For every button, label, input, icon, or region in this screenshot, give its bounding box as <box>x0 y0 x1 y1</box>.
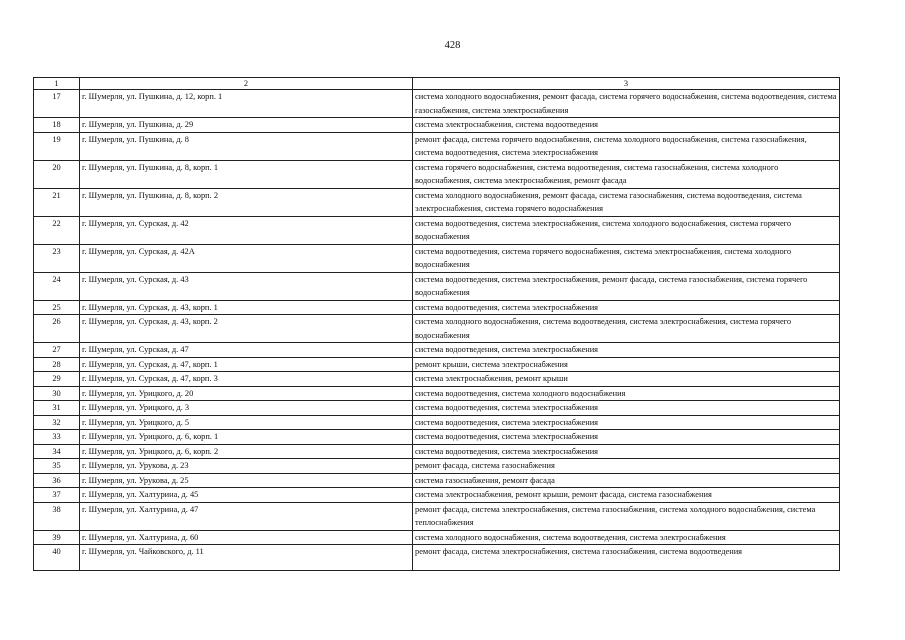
works-cell: система водоотведения, система холодного водоснабжения <box>413 386 840 401</box>
address-cell: г. Шумерля, ул. Пушкина, д. 29 <box>80 118 413 133</box>
table-row <box>34 430 840 445</box>
table-row <box>34 300 840 315</box>
address-cell: г. Шумерля, ул. Урицкого, д. 20 <box>80 386 413 401</box>
row-number: 20 <box>34 160 80 188</box>
address-cell: г. Шумерля, ул. Чайковского, д. 11 <box>80 545 413 571</box>
works-cell: система водоотведения, система электроснабжения <box>413 343 840 358</box>
address-cell: г. Шумерля, ул. Урицкого, д. 6, корп. 2 <box>80 444 413 459</box>
row-number: 25 <box>34 300 80 315</box>
page-number: 428 <box>444 40 461 51</box>
table-row <box>34 459 840 474</box>
row-number: 27 <box>34 343 80 358</box>
row-number: 30 <box>34 386 80 401</box>
works-table <box>33 77 840 571</box>
table-row <box>34 272 840 300</box>
table-row <box>34 118 840 133</box>
table-row <box>34 132 840 160</box>
works-cell: система водоотведения, система электроснабжения <box>413 300 840 315</box>
row-number: 29 <box>34 372 80 387</box>
row-number: 22 <box>34 216 80 244</box>
table-row <box>34 315 840 343</box>
address-cell: г. Шумерля, ул. Халтурина, д. 45 <box>80 488 413 503</box>
row-number: 19 <box>34 132 80 160</box>
works-cell: ремонт фасада, система горячего водоснабжения, система холодного водоснабжения, система газоснабжения, система водоотведения, система электроснабжения <box>413 132 840 160</box>
table-row <box>34 90 840 118</box>
table-row <box>34 488 840 503</box>
works-cell: ремонт фасада, система электроснабжения, система газоснабжения, система водоотведения <box>413 545 840 571</box>
works-cell: система газоснабжения, ремонт фасада <box>413 473 840 488</box>
row-number: 40 <box>34 545 80 571</box>
column-header: 2 <box>80 78 413 90</box>
row-number: 36 <box>34 473 80 488</box>
table-row <box>34 386 840 401</box>
address-cell: г. Шумерля, ул. Сурская, д. 47, корп. 1 <box>80 357 413 372</box>
table-row <box>34 188 840 216</box>
row-number: 24 <box>34 272 80 300</box>
address-cell: г. Шумерля, ул. Пушкина, д. 8, корп. 2 <box>80 188 413 216</box>
row-number: 39 <box>34 530 80 545</box>
address-cell: г. Шумерля, ул. Урицкого, д. 5 <box>80 415 413 430</box>
works-cell: система холодного водоснабжения, ремонт фасада, система газоснабжения, система водоотведения, система электроснабжения, система горячего водоснабжения <box>413 188 840 216</box>
address-cell: г. Шумерля, ул. Урукова, д. 23 <box>80 459 413 474</box>
works-cell: система электроснабжения, ремонт крыши, ремонт фасада, система газоснабжения <box>413 488 840 503</box>
works-cell: система водоотведения, система горячего водоснабжения, система электроснабжения, система холодного водоснабжения <box>413 244 840 272</box>
row-number: 21 <box>34 188 80 216</box>
table-row <box>34 244 840 272</box>
table-row <box>34 343 840 358</box>
works-cell: система водоотведения, система электроснабжения <box>413 401 840 416</box>
works-cell: система горячего водоснабжения, система водоотведения, система газоснабжения, система холодного водоснабжения, система электроснабжения, ремонт фасада <box>413 160 840 188</box>
address-cell: г. Шумерля, ул. Урицкого, д. 6, корп. 1 <box>80 430 413 445</box>
row-number: 34 <box>34 444 80 459</box>
table-row <box>34 357 840 372</box>
works-cell: система электроснабжения, система водоотведения <box>413 118 840 133</box>
address-cell: г. Шумерля, ул. Сурская, д. 47, корп. 3 <box>80 372 413 387</box>
row-number: 38 <box>34 502 80 530</box>
column-header: 1 <box>34 78 80 90</box>
column-header: 3 <box>413 78 840 90</box>
address-cell: г. Шумерля, ул. Пушкина, д. 12, корп. 1 <box>80 90 413 118</box>
table-row <box>34 502 840 530</box>
address-cell: г. Шумерля, ул. Урукова, д. 25 <box>80 473 413 488</box>
row-number: 31 <box>34 401 80 416</box>
row-number: 35 <box>34 459 80 474</box>
works-cell: система водоотведения, система электроснабжения, ремонт фасада, система газоснабжения, система горячего водоснабжения <box>413 272 840 300</box>
table-row <box>34 401 840 416</box>
row-number: 33 <box>34 430 80 445</box>
works-cell: система электроснабжения, ремонт крыши <box>413 372 840 387</box>
row-number: 28 <box>34 357 80 372</box>
address-cell: г. Шумерля, ул. Пушкина, д. 8, корп. 1 <box>80 160 413 188</box>
address-cell: г. Шумерля, ул. Сурская, д. 43, корп. 1 <box>80 300 413 315</box>
row-number: 23 <box>34 244 80 272</box>
works-cell: ремонт фасада, система электроснабжения, система газоснабжения, система холодного водоснабжения, система теплоснабжения <box>413 502 840 530</box>
works-cell: система холодного водоснабжения, система водоотведения, система электроснабжения, система горячего водоснабжения <box>413 315 840 343</box>
table-row <box>34 372 840 387</box>
address-cell: г. Шумерля, ул. Сурская, д. 47 <box>80 343 413 358</box>
works-cell: система холодного водоснабжения, ремонт фасада, система горячего водоснабжения, система водоотведения, система газоснабжения, система электроснабжения <box>413 90 840 118</box>
works-cell: ремонт фасада, система газоснабжения <box>413 459 840 474</box>
table-header-row <box>34 78 840 90</box>
table-row <box>34 216 840 244</box>
works-cell: система водоотведения, система электроснабжения, система холодного водоснабжения, система горячего водоснабжения <box>413 216 840 244</box>
row-number: 32 <box>34 415 80 430</box>
row-number: 37 <box>34 488 80 503</box>
address-cell: г. Шумерля, ул. Халтурина, д. 60 <box>80 530 413 545</box>
table-row <box>34 160 840 188</box>
table-row <box>34 530 840 545</box>
works-cell: система водоотведения, система электроснабжения <box>413 444 840 459</box>
table-row <box>34 473 840 488</box>
row-number: 17 <box>34 90 80 118</box>
works-cell: система холодного водоснабжения, система водоотведения, система электроснабжения <box>413 530 840 545</box>
address-cell: г. Шумерля, ул. Пушкина, д. 8 <box>80 132 413 160</box>
row-number: 26 <box>34 315 80 343</box>
address-cell: г. Шумерля, ул. Халтурина, д. 47 <box>80 502 413 530</box>
address-cell: г. Шумерля, ул. Сурская, д. 43 <box>80 272 413 300</box>
address-cell: г. Шумерля, ул. Урицкого, д. 3 <box>80 401 413 416</box>
works-cell: система водоотведения, система электроснабжения <box>413 430 840 445</box>
table-row <box>34 545 840 571</box>
address-cell: г. Шумерля, ул. Сурская, д. 42А <box>80 244 413 272</box>
address-cell: г. Шумерля, ул. Сурская, д. 43, корп. 2 <box>80 315 413 343</box>
works-cell: ремонт крыши, система электроснабжения <box>413 357 840 372</box>
table-row <box>34 415 840 430</box>
table-row <box>34 444 840 459</box>
row-number: 18 <box>34 118 80 133</box>
works-cell: система водоотведения, система электроснабжения <box>413 415 840 430</box>
address-cell: г. Шумерля, ул. Сурская, д. 42 <box>80 216 413 244</box>
